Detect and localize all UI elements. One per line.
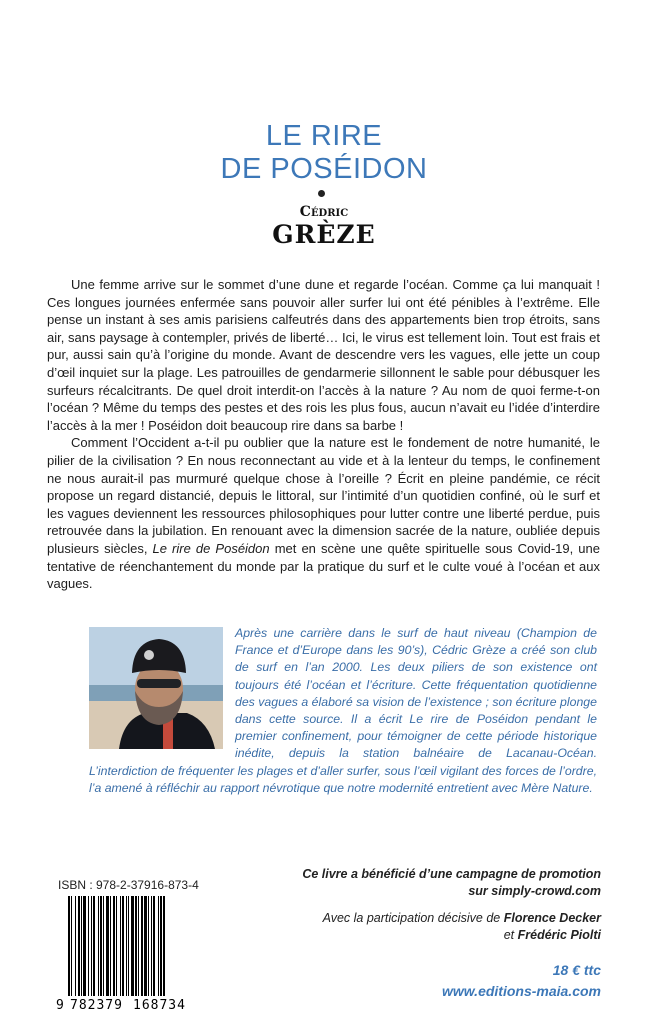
barcode-bar [163, 896, 165, 996]
barcode-bar [81, 896, 82, 996]
barcode-bar [98, 896, 99, 996]
price: 18 € ttc [552, 962, 601, 978]
barcode-bar [135, 896, 137, 996]
barcode-bar [122, 896, 124, 996]
barcode-bar [131, 896, 134, 996]
synopsis-paragraph-2 [47, 434, 600, 592]
book-title-line2: DE POSÉIDON [220, 153, 428, 185]
barcode-bar [71, 896, 72, 996]
barcode-bar [75, 896, 76, 996]
promo-notice [281, 866, 601, 900]
promo-line-1: Ce livre a bénéficié d’une campagne de promotion [302, 867, 601, 881]
barcode-bar [91, 896, 92, 996]
barcode-bar [93, 896, 95, 996]
barcode-bar [120, 896, 121, 996]
barcode-right-digits: 168734 [133, 998, 186, 1013]
barcode-bar [158, 896, 159, 996]
barcode-bar [148, 896, 149, 996]
author-bio-text: Après une carrière dans le surf de haut niveau (Champion de France et d’Europe dans les 90’s), Cédric Grèze a créé son club de surf en l’an 2000. Les deux piliers de son existence ont toujours été l’océan et l’écriture. Cette fréquentation quotidienne des vagues a élaboré sa vision de l’existence ; son écriture plonge dans cette source. Il a écrit Le rire de Poséidon pendant le premier confinement, pour témoigner de cette période historique inédite, depuis la station balnéaire de Lacanau-Océan. L’interdiction de fréquenter les plages et d’aller surfer, sous l’œil vigilant des forces de l’ordre, l’a amené à réfléchir au rapport névrotique que notre modernité entretient avec Mère Nature. [89, 626, 597, 795]
barcode-bar [153, 896, 155, 996]
barcode-bar [144, 896, 147, 996]
barcode-bar [110, 896, 111, 996]
barcode-bar [126, 896, 127, 996]
author-last-name: GRÈZE [272, 220, 376, 249]
barcode [56, 896, 196, 1014]
participation-line-2: et Frédéric Piolti [503, 928, 601, 942]
participation-notice [281, 910, 601, 944]
barcode-bar [68, 896, 70, 996]
barcode-bar [103, 896, 104, 996]
barcode-bar [88, 896, 89, 996]
synopsis-book-title: Le rire de Poséidon [152, 540, 270, 556]
barcode-bar [141, 896, 143, 996]
barcode-bar [128, 896, 129, 996]
bullet-separator [318, 190, 325, 197]
isbn: ISBN : 978-2-37916-873-4 [58, 878, 199, 892]
author-bio [89, 625, 597, 797]
synopsis [47, 276, 600, 593]
barcode-bar [116, 896, 117, 996]
barcode-bar [83, 896, 86, 996]
barcode-bar [160, 896, 162, 996]
author-first-name: Cédric [299, 204, 349, 220]
barcode-bar [138, 896, 139, 996]
participant-name-1: Florence Decker [503, 911, 601, 925]
barcode-left-digits: 782379 [70, 998, 123, 1013]
synopsis-paragraph-1: Une femme arrive sur le sommet d’une dune et regarde l’océan. Comme ça lui manquait ! Ces longues journées enfermée sans pouvoir aller surfer lui ont été pénibles à l’extrême. Elle pense un instant à ses amis parisiens calfeutrés dans des appartements bien trop étroits, sans air, sans paysage à contempler, privés de liberté… Ici, le virus est tellement loin. Tout est frais et pur, aussi sain qu’à l’origine du monde. Avant de descendre vers les vagues, elle jette un coup d’œil inquiet sur la plage. Les patrouilles de gendarmerie sillonnent le sable pour débusquer les surfeurs récalcitrants. De quel droit interdit-on l’accès à la nature ? Au nom de quoi ferme-t-on l’océan ? Même du temps des pestes et des rois les plus fous, aucun n’avait eu l’idée d’interdire l’accès à la mer ! Poséidon doit beaucoup rire dans sa barbe ! [47, 277, 600, 433]
synopsis-p2-end: met en scène une quête spirituelle sous Covid-19, une tentative de réenchantement du monde par la pratique du surf et le culte voué à l’océan et aux vagues. [47, 540, 600, 592]
barcode-first-digit: 9 [56, 998, 64, 1013]
synopsis-p2-text: Comment l’Occident a-t-il pu oublier que la nature est le fondement de notre humanité, le pilier de la civilisation ? En nous reconnectant au vide et à la lenteur du temps, le confinement ne nous aurait-il pas murmuré quelque chose à l’oreille ? Écrit en pleine pandémie, ce récit propose un regard distancié, depuis le littoral, sur l’intimité d’un quotidien confiné, où le surf et les vagues deviennent les ressources philosophiques pour lutter contre une liberté perdue, puis retrouvée dans la jubilation. En renouant avec la dimension sacrée de la nature, oubliée depuis plusieurs siècles, [47, 435, 600, 556]
publisher-website: www.editions-maia.com [442, 983, 601, 999]
barcode-bar [151, 896, 152, 996]
barcode-bar [106, 896, 109, 996]
participation-line-1: Avec la participation décisive de Florence Decker [322, 911, 601, 925]
book-title-line1: LE RIRE [265, 120, 383, 152]
promo-line-2: sur simply-crowd.com [468, 884, 601, 898]
barcode-bar [113, 896, 115, 996]
barcode-bar [100, 896, 102, 996]
barcode-bar [78, 896, 80, 996]
participant-name-2: Frédéric Piolti [517, 928, 601, 942]
